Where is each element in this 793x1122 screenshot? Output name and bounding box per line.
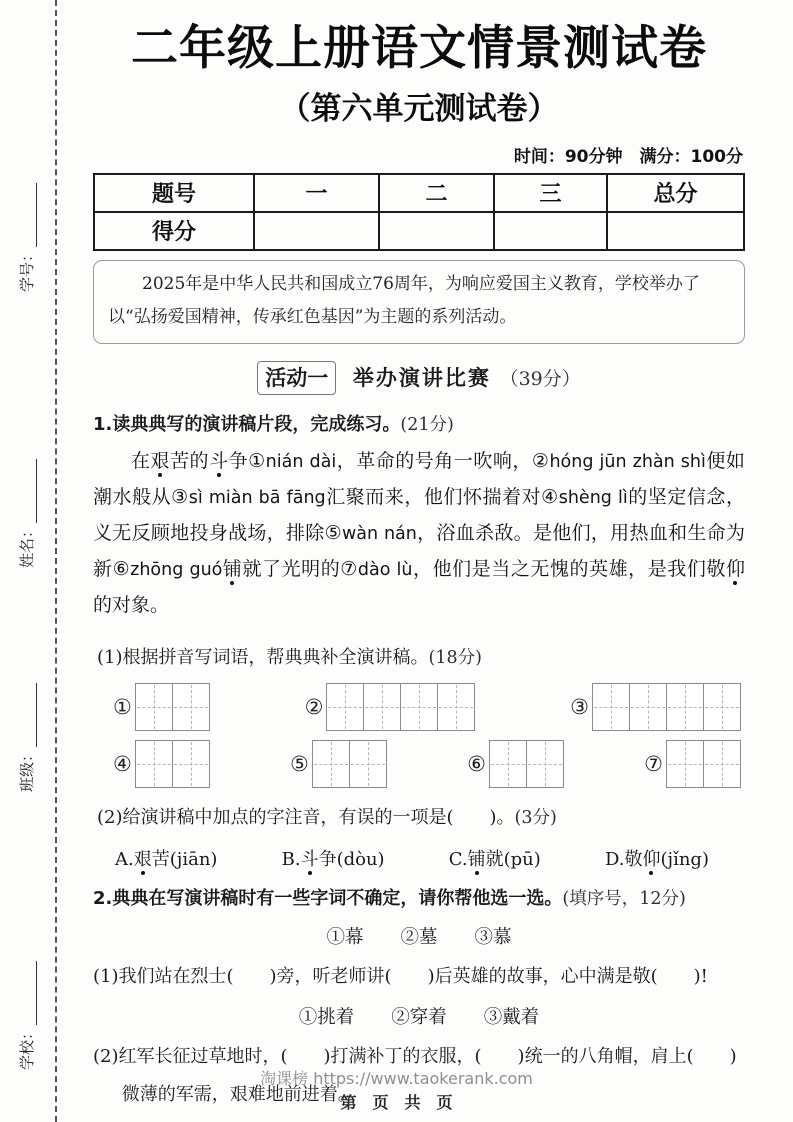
score-blank-cell bbox=[379, 212, 494, 250]
student-name-field bbox=[16, 459, 37, 568]
question-1-text: 1.读典典写的演讲稿片段，完成练习。 bbox=[93, 414, 401, 436]
circled-number: ⑦ bbox=[340, 557, 358, 580]
dotted-character: 艰 bbox=[150, 449, 171, 472]
text-segment: D.敬 bbox=[604, 848, 643, 870]
writing-cell bbox=[704, 684, 740, 730]
text-segment: C. bbox=[448, 848, 468, 870]
circled-number: ⑤ bbox=[324, 521, 342, 544]
text-segment: 的对象。 bbox=[93, 593, 170, 616]
circled-number: ⑥ bbox=[467, 752, 486, 777]
score-table-header-cell: 一 bbox=[254, 174, 379, 212]
paper-content bbox=[93, 0, 745, 1114]
score-table-score-row bbox=[94, 212, 744, 250]
pinyin-text: nián dài bbox=[265, 451, 337, 472]
text-segment: 便如潮水般从 bbox=[93, 449, 745, 508]
writing-cells bbox=[326, 683, 475, 731]
school-blank bbox=[18, 961, 37, 1025]
writing-cell bbox=[527, 741, 563, 787]
option-a bbox=[115, 845, 217, 871]
pinyin-text: hóng jūn zhàn shì bbox=[549, 451, 706, 472]
question-1-score: (21分) bbox=[400, 415, 454, 436]
circled-number: ⑥ bbox=[112, 557, 131, 580]
writing-cells bbox=[312, 740, 387, 788]
class-field bbox=[16, 683, 37, 792]
answer-grid-group bbox=[570, 683, 741, 731]
score-blank-cell bbox=[254, 212, 379, 250]
class-label: 班级： bbox=[18, 746, 36, 792]
answer-grid-group bbox=[467, 740, 564, 788]
activity-header bbox=[93, 361, 745, 395]
text-segment: ，浴血杀敌。是他们，用热血和生命为新 bbox=[93, 521, 745, 580]
text-segment: 就了光明的 bbox=[242, 557, 341, 580]
question-2-score: (填序号，12分) bbox=[562, 888, 686, 909]
answer-grid-row-1 bbox=[93, 683, 745, 731]
question-1-2-score: (3分) bbox=[514, 808, 557, 829]
pinyin-text: wàn nán bbox=[341, 523, 417, 544]
answer-grid-group bbox=[305, 683, 476, 731]
writing-cell bbox=[704, 741, 740, 787]
paper-subtitle: （第六单元测试卷） bbox=[279, 90, 559, 127]
writing-cells bbox=[666, 740, 741, 788]
dotted-character: 铺 bbox=[467, 848, 486, 870]
pinyin-text: shèng lì bbox=[558, 487, 628, 508]
binding-dashed-line bbox=[55, 0, 57, 1122]
character-choices: ①幕 ②墓 ③慕 bbox=[326, 926, 512, 948]
dotted-character: 铺 bbox=[222, 557, 243, 580]
writing-cell bbox=[327, 684, 364, 730]
writing-cell bbox=[350, 741, 386, 787]
dotted-character: 艰 bbox=[133, 848, 152, 870]
paper-title: 二年级上册语文情景测试卷 bbox=[131, 21, 707, 76]
score-table-header-row bbox=[94, 174, 744, 212]
writing-cells bbox=[135, 683, 210, 731]
option-c bbox=[449, 845, 541, 871]
student-id-blank bbox=[18, 183, 37, 247]
student-name-label: 姓名： bbox=[18, 522, 36, 568]
answer-grid-group bbox=[290, 740, 387, 788]
answer-grid-group bbox=[113, 740, 210, 788]
option-d bbox=[605, 845, 709, 871]
writing-cell bbox=[136, 741, 173, 787]
writing-cell bbox=[173, 741, 209, 787]
pinyin-text: sì miàn bā fāng bbox=[188, 487, 326, 508]
pinyin-text: zhōng guó bbox=[130, 559, 223, 580]
circled-number: ⑦ bbox=[644, 752, 663, 777]
question-2-stem bbox=[93, 884, 745, 915]
text-segment: 在 bbox=[131, 449, 151, 472]
dotted-character: 斗 bbox=[300, 848, 319, 870]
text-segment: B. bbox=[281, 848, 301, 870]
writing-cells bbox=[135, 740, 210, 788]
text-segment: (jǐng) bbox=[660, 848, 709, 870]
score-table-header-cell: 总分 bbox=[607, 174, 744, 212]
question-1-2-stem bbox=[93, 802, 745, 835]
circled-number: ③ bbox=[171, 485, 189, 508]
score-row-label: 得分 bbox=[94, 212, 254, 250]
circled-number: ② bbox=[304, 695, 324, 720]
question-2-text: 2.典典在写演讲稿时有一些字词不确定，请你帮他选一选。 bbox=[93, 887, 563, 909]
answer-grid-group bbox=[113, 683, 210, 731]
school-label: 学校： bbox=[18, 1024, 36, 1070]
dotted-character: 斗 bbox=[209, 449, 229, 472]
question-1-1-text: (1)根据拼音写词语，帮典典补全演讲稿。 bbox=[97, 646, 429, 668]
score-blank-cell bbox=[607, 212, 744, 250]
page-number-line: 第 页 共 页 bbox=[340, 1093, 453, 1112]
student-id-label: 学号： bbox=[18, 246, 36, 292]
activity-badge: 活动一 bbox=[257, 361, 336, 395]
circled-number: ② bbox=[531, 449, 550, 472]
class-blank bbox=[18, 683, 37, 747]
writing-cells bbox=[489, 740, 564, 788]
question-1-2-text: (2)给演讲稿中加点的字注音，有误的一项是( )。 bbox=[97, 807, 515, 829]
circled-number: ① bbox=[113, 695, 132, 720]
pinyin-text: dào lù bbox=[357, 559, 413, 580]
circled-number: ④ bbox=[113, 752, 132, 777]
writing-cell bbox=[173, 684, 209, 730]
dotted-character: 仰 bbox=[725, 557, 745, 580]
circled-number: ④ bbox=[541, 485, 559, 508]
score-blank-cell bbox=[494, 212, 607, 250]
score-table-header-cell: 三 bbox=[494, 174, 607, 212]
writing-cell bbox=[630, 684, 667, 730]
text-segment: ，他们是当之无愧的英雄，是我们敬 bbox=[412, 557, 726, 580]
option-b bbox=[282, 845, 385, 871]
writing-cell bbox=[593, 684, 630, 730]
writing-cell bbox=[667, 684, 704, 730]
text-segment: 就(pū) bbox=[485, 848, 541, 870]
text-segment: ，革命的号角一吹响， bbox=[336, 449, 532, 472]
school-field bbox=[16, 961, 37, 1070]
writing-cell bbox=[667, 741, 704, 787]
score-table bbox=[93, 173, 745, 251]
writing-cell bbox=[438, 684, 474, 730]
circled-number: ③ bbox=[570, 695, 589, 720]
text-segment: 汇聚而来，他们怀揣着对 bbox=[325, 485, 542, 508]
activity-title: 举办演讲比赛 bbox=[352, 366, 491, 391]
student-name-blank bbox=[18, 459, 37, 523]
writing-cell bbox=[490, 741, 527, 787]
student-id-field bbox=[16, 183, 37, 292]
text-segment: 争(dòu) bbox=[318, 848, 385, 870]
pinyin-options-row bbox=[93, 843, 745, 871]
answer-grid-group bbox=[644, 740, 741, 788]
answer-grid-row-2 bbox=[93, 740, 745, 788]
speech-passage bbox=[93, 444, 745, 623]
time-score-meta: 时间：90分钟 满分：100分 bbox=[513, 146, 743, 167]
text-segment: 苦(jiān) bbox=[151, 848, 218, 870]
text-segment: A. bbox=[115, 848, 134, 870]
verb-choices: ①挑着 ②穿着 ③戴着 bbox=[298, 1007, 540, 1029]
question-2-2-stem: (2)红军长征过草地时，( )打满补丁的衣服，( )统一的八角帽，肩上( )微薄的军需，艰难地前进着。 bbox=[93, 1046, 737, 1106]
dotted-character: 仰 bbox=[642, 848, 661, 870]
score-table-header-cell: 二 bbox=[379, 174, 494, 212]
writing-cell bbox=[364, 684, 401, 730]
text-segment: 的坚定信念，义无反顾地投身战场，排除 bbox=[93, 485, 745, 544]
writing-cells bbox=[592, 683, 741, 731]
circled-number: ① bbox=[248, 449, 266, 472]
question-1-1-stem bbox=[93, 642, 745, 675]
question-1-1-score: (18分) bbox=[428, 647, 482, 668]
circled-number: ⑤ bbox=[290, 752, 309, 777]
scenario-intro-box: 2025年是中华人民共和国成立76周年，为响应爱国主义教育，学校举办了以“弘扬爱国精神，传承红色基因”为主题的系列活动。 bbox=[93, 260, 745, 344]
writing-cell bbox=[313, 741, 350, 787]
writing-cell bbox=[136, 684, 173, 730]
writing-cell bbox=[401, 684, 438, 730]
text-segment: 争 bbox=[228, 449, 249, 472]
score-table-header-cell: 题号 bbox=[94, 174, 254, 212]
text-segment: 苦的 bbox=[170, 449, 210, 472]
activity-score: （39分） bbox=[499, 368, 581, 391]
question-1-stem bbox=[93, 410, 745, 441]
question-2-1-stem: (1)我们站在烈士( )旁，听老师讲( )后英雄的故事，心中满是敬( )! bbox=[93, 965, 708, 987]
watermark-text: 淘课榜 https://www.taokerank.com bbox=[260, 1069, 533, 1088]
